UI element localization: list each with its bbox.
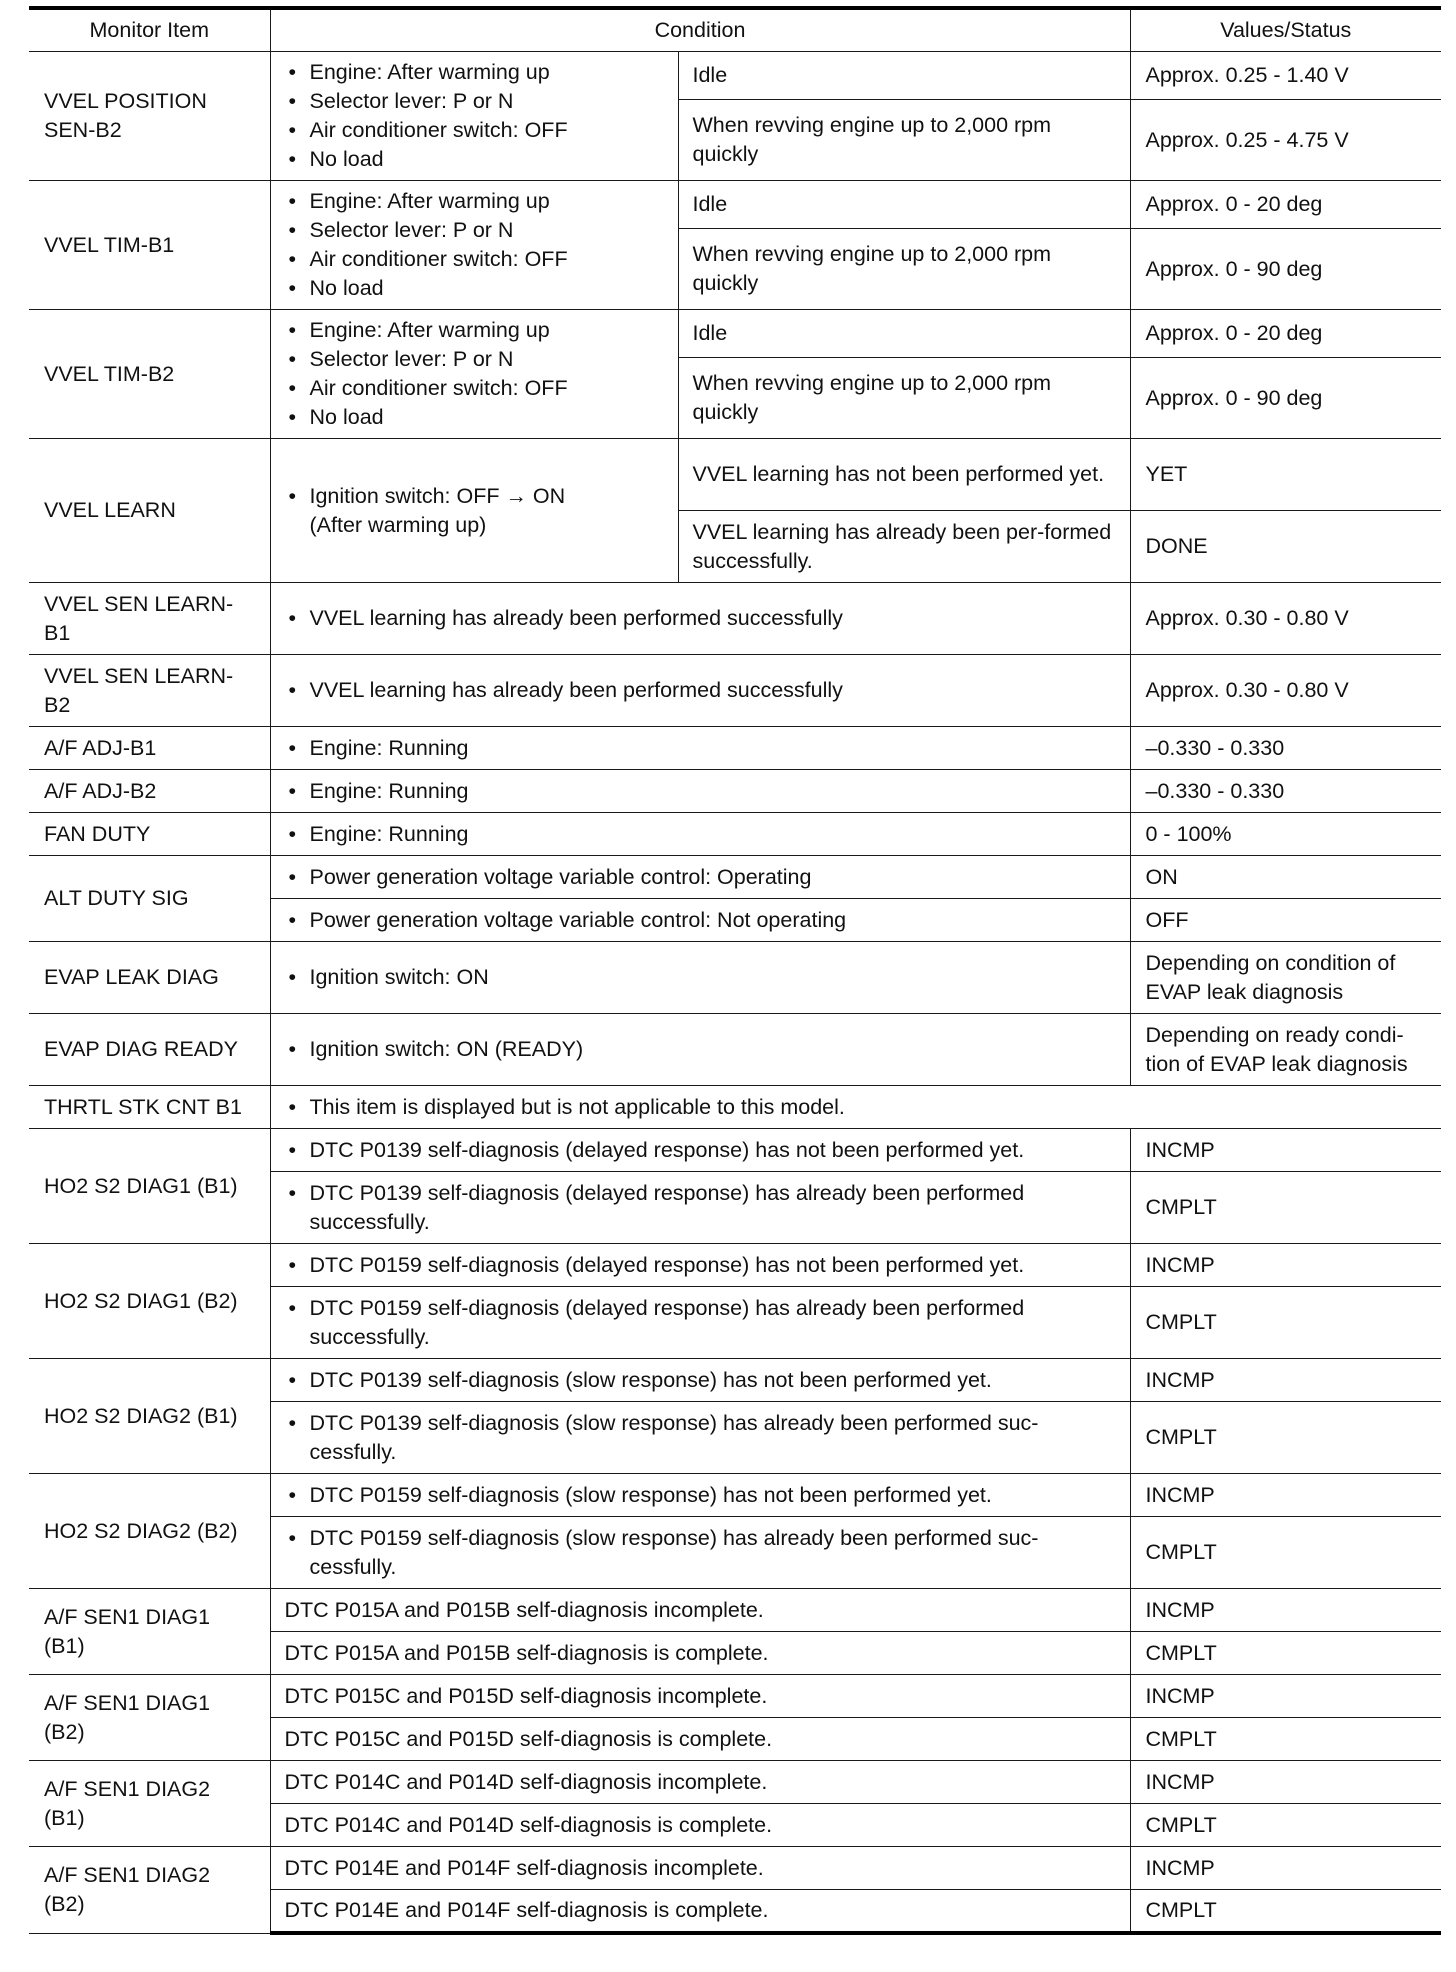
condition-bullet: • VVEL learning has already been performed successfully	[285, 676, 1116, 705]
table-row	[29, 770, 1441, 813]
value-status: CMPLT	[1130, 1287, 1441, 1359]
monitor-item: HO2 S2 DIAG2 (B1)	[29, 1359, 270, 1474]
table-row	[29, 655, 1441, 727]
monitor-item: VVEL POSITION SEN-B2	[29, 52, 270, 181]
monitor-item: A/F SEN1 DIAG2 (B1)	[29, 1761, 270, 1847]
condition-cell	[270, 1172, 1130, 1244]
table-row	[29, 1129, 1441, 1172]
header-row	[29, 8, 1441, 52]
monitor-item: VVEL SEN LEARN-B2	[29, 655, 270, 727]
value-status: 0 - 100%	[1130, 813, 1441, 856]
sub-condition: VVEL learning has not been performed yet.	[678, 439, 1130, 511]
condition-bullet: • DTC P0139 self-diagnosis (slow response) has not been performed yet.	[285, 1366, 1116, 1395]
value-status: –0.330 - 0.330	[1130, 727, 1441, 770]
header-monitor-item: Monitor Item	[29, 8, 270, 52]
table-row	[29, 1359, 1441, 1402]
value-status: OFF	[1130, 899, 1441, 942]
condition-text: DTC P014E and P014F self-diagnosis is complete.	[270, 1890, 1130, 1934]
monitor-item: VVEL TIM-B1	[29, 181, 270, 310]
monitor-table-sheet	[29, 6, 1441, 1935]
condition-list-cell	[270, 439, 678, 583]
condition-bullet: • No load	[285, 403, 664, 432]
monitor-table	[29, 6, 1441, 1935]
table-row	[29, 181, 1441, 229]
table-row	[29, 727, 1441, 770]
monitor-item: FAN DUTY	[29, 813, 270, 856]
table-row	[29, 1761, 1441, 1804]
condition-text: DTC P015C and P015D self-diagnosis is complete.	[270, 1718, 1130, 1761]
condition-list-cell	[270, 52, 678, 181]
value-status: Depending on ready condi-tion of EVAP leak diagnosis	[1130, 1014, 1441, 1086]
condition-list	[285, 482, 664, 540]
condition-bullet: • DTC P0159 self-diagnosis (slow response) has already been performed suc-cessfully.	[285, 1524, 1116, 1582]
value-status: INCMP	[1130, 1474, 1441, 1517]
value-status: CMPLT	[1130, 1402, 1441, 1474]
value-status: –0.330 - 0.330	[1130, 770, 1441, 813]
monitor-item: ALT DUTY SIG	[29, 856, 270, 942]
monitor-item: VVEL SEN LEARN-B1	[29, 583, 270, 655]
table-row	[29, 1244, 1441, 1287]
monitor-item: HO2 S2 DIAG1 (B1)	[29, 1129, 270, 1244]
condition-bullet: • Power generation voltage variable control: Operating	[285, 863, 1116, 892]
value-status: YET	[1130, 439, 1441, 511]
header-values-status: Values/Status	[1130, 8, 1441, 52]
condition-cell	[270, 813, 1130, 856]
condition-bullet: • Power generation voltage variable control: Not operating	[285, 906, 1116, 935]
monitor-item: A/F SEN1 DIAG1 (B2)	[29, 1675, 270, 1761]
condition-cell	[270, 1517, 1130, 1589]
monitor-item: A/F ADJ-B2	[29, 770, 270, 813]
monitor-item: HO2 S2 DIAG1 (B2)	[29, 1244, 270, 1359]
condition-text: DTC P015A and P015B self-diagnosis incomplete.	[270, 1589, 1130, 1632]
monitor-item: VVEL TIM-B2	[29, 310, 270, 439]
sub-condition: When revving engine up to 2,000 rpm quickly	[678, 229, 1130, 310]
condition-bullet: • Selector lever: P or N	[285, 216, 664, 245]
condition-bullet: • Air conditioner switch: OFF	[285, 374, 664, 403]
monitor-item: EVAP DIAG READY	[29, 1014, 270, 1086]
condition-bullet	[285, 482, 664, 540]
sub-condition: When revving engine up to 2,000 rpm quickly	[678, 100, 1130, 181]
condition-text: DTC P015C and P015D self-diagnosis incomplete.	[270, 1675, 1130, 1718]
condition-cell	[270, 942, 1130, 1014]
table-row	[29, 1589, 1441, 1632]
condition-bullet: • Ignition switch: ON	[285, 963, 1116, 992]
condition-cell	[270, 899, 1130, 942]
value-status: Approx. 0.25 - 4.75 V	[1130, 100, 1441, 181]
value-status: CMPLT	[1130, 1718, 1441, 1761]
condition-cell	[270, 1129, 1130, 1172]
condition-text: DTC P015A and P015B self-diagnosis is complete.	[270, 1632, 1130, 1675]
sub-condition: When revving engine up to 2,000 rpm quickly	[678, 358, 1130, 439]
condition-list	[285, 187, 664, 303]
header-condition: Condition	[270, 8, 1130, 52]
condition-bullet: • Air conditioner switch: OFF	[285, 116, 664, 145]
table-row	[29, 439, 1441, 511]
condition-bullet: • Engine: After warming up	[285, 316, 664, 345]
condition-line: • Ignition switch: OFF → ON	[309, 483, 566, 508]
table-row	[29, 942, 1441, 1014]
value-status: CMPLT	[1130, 1804, 1441, 1847]
monitor-item: HO2 S2 DIAG2 (B2)	[29, 1474, 270, 1589]
table-row	[29, 813, 1441, 856]
value-status: INCMP	[1130, 1129, 1441, 1172]
value-status: CMPLT	[1130, 1890, 1441, 1934]
condition-cell	[270, 1086, 1441, 1129]
condition-list	[285, 58, 664, 174]
value-status: INCMP	[1130, 1589, 1441, 1632]
condition-list	[285, 316, 664, 432]
value-status: CMPLT	[1130, 1172, 1441, 1244]
condition-cell	[270, 856, 1130, 899]
condition-bullet: • DTC P0159 self-diagnosis (slow response) has not been performed yet.	[285, 1481, 1116, 1510]
value-status: INCMP	[1130, 1675, 1441, 1718]
condition-bullet: • DTC P0159 self-diagnosis (delayed response) has not been performed yet.	[285, 1251, 1116, 1280]
condition-bullet: • Engine: After warming up	[285, 187, 664, 216]
condition-cell	[270, 1402, 1130, 1474]
condition-cell	[270, 1287, 1130, 1359]
sub-condition: Idle	[678, 310, 1130, 358]
value-status: INCMP	[1130, 1847, 1441, 1890]
condition-line: (After warming up)	[309, 512, 487, 537]
condition-bullet: • Ignition switch: ON (READY)	[285, 1035, 1116, 1064]
sub-condition: Idle	[678, 181, 1130, 229]
monitor-item: THRTL STK CNT B1	[29, 1086, 270, 1129]
condition-text: DTC P014C and P014D self-diagnosis is complete.	[270, 1804, 1130, 1847]
value-status: INCMP	[1130, 1761, 1441, 1804]
condition-bullet: • DTC P0139 self-diagnosis (slow response) has already been performed suc-cessfully.	[285, 1409, 1116, 1467]
condition-bullet: • DTC P0139 self-diagnosis (delayed response) has not been performed yet.	[285, 1136, 1116, 1165]
table-row	[29, 310, 1441, 358]
condition-cell	[270, 770, 1130, 813]
value-status: INCMP	[1130, 1244, 1441, 1287]
value-status: Approx. 0 - 90 deg	[1130, 358, 1441, 439]
monitor-item: A/F ADJ-B1	[29, 727, 270, 770]
value-status: Approx. 0 - 90 deg	[1130, 229, 1441, 310]
condition-bullet: • VVEL learning has already been performed successfully	[285, 604, 1116, 633]
table-row	[29, 52, 1441, 100]
condition-bullet: • Engine: After warming up	[285, 58, 664, 87]
table-row	[29, 1014, 1441, 1086]
condition-bullet: • DTC P0139 self-diagnosis (delayed response) has already been performed successfully.	[285, 1179, 1116, 1237]
condition-cell	[270, 1359, 1130, 1402]
condition-bullet: • No load	[285, 274, 664, 303]
condition-cell	[270, 1474, 1130, 1517]
value-status: Depending on condition of EVAP leak diagnosis	[1130, 942, 1441, 1014]
condition-bullet: • Selector lever: P or N	[285, 87, 664, 116]
condition-bullet: • Selector lever: P or N	[285, 345, 664, 374]
value-status: INCMP	[1130, 1359, 1441, 1402]
condition-bullet: • No load	[285, 145, 664, 174]
condition-bullet: • Engine: Running	[285, 777, 1116, 806]
condition-bullet: • Engine: Running	[285, 734, 1116, 763]
monitor-item: VVEL LEARN	[29, 439, 270, 583]
value-status: DONE	[1130, 511, 1441, 583]
condition-bullet: • DTC P0159 self-diagnosis (delayed response) has already been performed successfully.	[285, 1294, 1116, 1352]
condition-text: DTC P014C and P014D self-diagnosis incomplete.	[270, 1761, 1130, 1804]
condition-cell	[270, 1014, 1130, 1086]
monitor-item: A/F SEN1 DIAG2 (B2)	[29, 1847, 270, 1934]
sub-condition: VVEL learning has already been per-formed successfully.	[678, 511, 1130, 583]
value-status: Approx. 0.30 - 0.80 V	[1130, 655, 1441, 727]
condition-bullet: • Engine: Running	[285, 820, 1116, 849]
value-status: Approx. 0.30 - 0.80 V	[1130, 583, 1441, 655]
condition-list-cell	[270, 310, 678, 439]
value-status: CMPLT	[1130, 1632, 1441, 1675]
table-row	[29, 1086, 1441, 1129]
condition-list-cell	[270, 181, 678, 310]
table-row	[29, 1474, 1441, 1517]
condition-cell	[270, 583, 1130, 655]
value-status: CMPLT	[1130, 1517, 1441, 1589]
table-row	[29, 856, 1441, 899]
table-row	[29, 583, 1441, 655]
table-row	[29, 1675, 1441, 1718]
condition-cell	[270, 1244, 1130, 1287]
condition-bullet: • Air conditioner switch: OFF	[285, 245, 664, 274]
condition-bullet: • This item is displayed but is not applicable to this model.	[285, 1093, 1428, 1122]
value-status: ON	[1130, 856, 1441, 899]
monitor-item: A/F SEN1 DIAG1 (B1)	[29, 1589, 270, 1675]
table-row	[29, 1847, 1441, 1890]
sub-condition: Idle	[678, 52, 1130, 100]
condition-cell	[270, 727, 1130, 770]
value-status: Approx. 0.25 - 1.40 V	[1130, 52, 1441, 100]
value-status: Approx. 0 - 20 deg	[1130, 181, 1441, 229]
monitor-item: EVAP LEAK DIAG	[29, 942, 270, 1014]
value-status: Approx. 0 - 20 deg	[1130, 310, 1441, 358]
condition-text: DTC P014E and P014F self-diagnosis incomplete.	[270, 1847, 1130, 1890]
condition-cell	[270, 655, 1130, 727]
